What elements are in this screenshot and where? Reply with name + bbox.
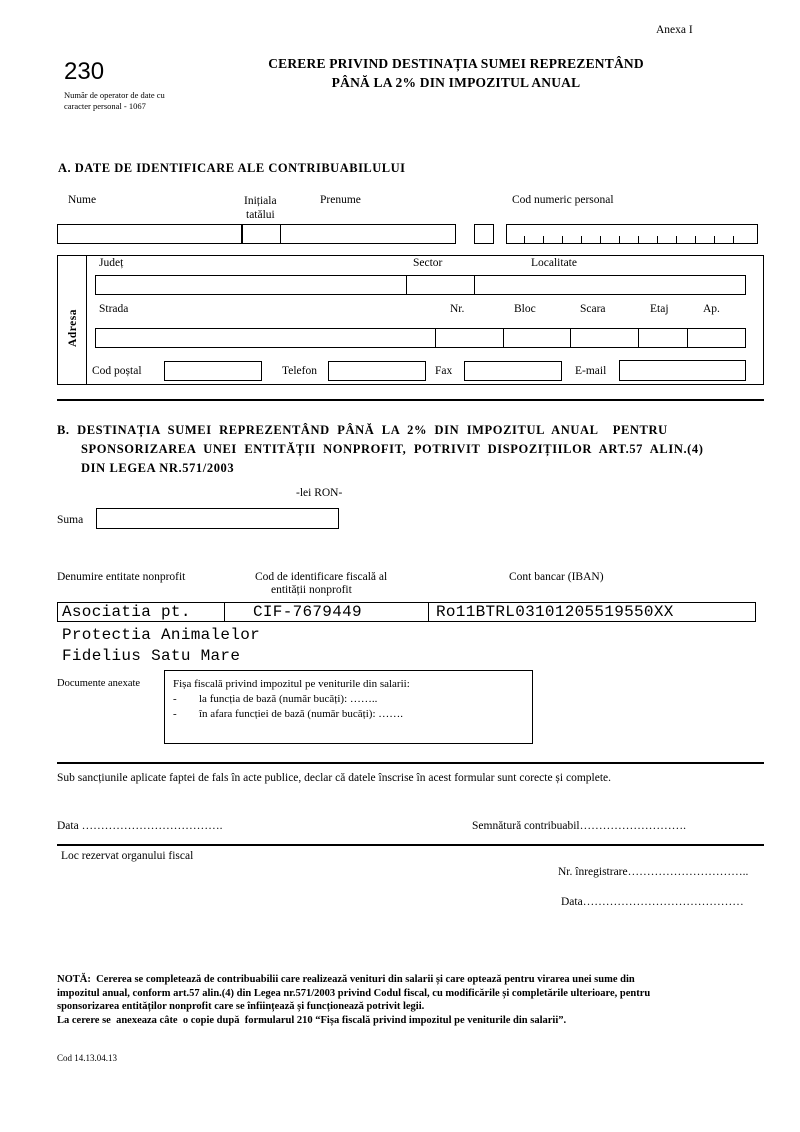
footer-code: Cod 14.13.04.13 xyxy=(57,1053,118,1063)
cnp-tick-marks xyxy=(507,225,757,243)
label-localitate: Localitate xyxy=(531,257,577,269)
col-iban-label: Cont bancar (IBAN) xyxy=(509,571,604,583)
col-cif-label xyxy=(255,571,387,597)
fiscal-nr-inregistrare: Nr. înregistrare………………………….. xyxy=(558,866,749,878)
title-line-2: PÂNĂ LA 2% DIN IMPOZITUL ANUAL xyxy=(331,75,581,90)
scara-field[interactable] xyxy=(570,328,639,348)
operator-number xyxy=(64,90,165,112)
fax-field[interactable] xyxy=(464,361,562,381)
note-line-4: La cerere se anexeaza câte o copie după formularul 210 “Fișa fiscală privind impozitul pe veniturile din salarii”. xyxy=(57,1014,567,1026)
docs-box xyxy=(164,670,533,744)
separator-a-b xyxy=(57,399,764,401)
currency-label: -lei RON- xyxy=(296,487,343,499)
label-prenume: Prenume xyxy=(320,194,361,206)
address-side-divider xyxy=(86,256,87,384)
fiscal-date: Data…………………………………… xyxy=(561,896,744,908)
iban-field[interactable]: Ro11BTRL03101205519550XX xyxy=(436,603,674,621)
fiscal-reserved-label: Loc rezervat organului fiscal xyxy=(61,850,194,862)
suma-label: Suma xyxy=(57,514,84,526)
section-b-heading xyxy=(57,421,767,478)
label-initiala-2: tatălui xyxy=(246,209,275,221)
declaration-text: Sub sancțiunile aplicate faptei de fals în acte publice, declar că datele înscrise în acest formular sunt corecte și complete. xyxy=(57,772,611,784)
label-cnp: Cod numeric personal xyxy=(512,194,614,206)
operator-line-2: caracter personal - 1067 xyxy=(64,101,146,111)
docs-label: Documente anexate xyxy=(57,678,141,689)
docs-item-1 xyxy=(173,692,524,707)
separator-fiscal xyxy=(57,844,764,846)
etaj-field[interactable] xyxy=(638,328,688,348)
label-ap: Ap. xyxy=(703,303,720,315)
suma-field[interactable] xyxy=(96,508,339,529)
label-initiala xyxy=(244,194,277,222)
initiala-field[interactable] xyxy=(241,224,281,244)
note-line-3: sponsorizarea entităților nonprofit care se înființează și funcționează potrivit legii. xyxy=(57,1001,425,1012)
col-entity-label: Denumire entitate nonprofit xyxy=(57,571,186,583)
ap-field[interactable] xyxy=(687,328,746,348)
label-bloc: Bloc xyxy=(514,303,536,315)
label-scara: Scara xyxy=(580,303,606,315)
email-field[interactable] xyxy=(619,360,746,381)
sector-field[interactable] xyxy=(406,275,475,295)
label-judet: Județ xyxy=(99,257,124,269)
label-fax: Fax xyxy=(435,365,453,377)
annex-label: Anexa I xyxy=(656,24,693,36)
label-initiala-1: Inițiala xyxy=(244,195,277,207)
localitate-field[interactable] xyxy=(474,275,746,295)
section-b-line-3: DIN LEGEA NR.571/2003 xyxy=(81,461,235,475)
page-title xyxy=(200,54,712,92)
address-side-label: Adresa xyxy=(66,309,79,347)
signature-date[interactable]: Data ………………………………. xyxy=(57,820,223,832)
operator-line-1: Număr de operator de date cu xyxy=(64,90,165,100)
label-nr: Nr. xyxy=(450,303,465,315)
label-cod-postal: Cod poștal xyxy=(92,365,142,377)
telefon-field[interactable] xyxy=(328,361,426,381)
label-sector: Sector xyxy=(413,257,443,269)
note-block xyxy=(57,973,777,1027)
cod-postal-field[interactable] xyxy=(164,361,262,381)
entity-divider-1 xyxy=(224,603,225,621)
strada-field[interactable] xyxy=(95,328,436,348)
title-line-1: CERERE PRIVIND DESTINAȚIA SUMEI REPREZENTÂND xyxy=(268,56,644,71)
label-strada: Strada xyxy=(99,303,129,315)
section-b-line-2: SPONSORIZAREA UNEI ENTITĂȚII NONPROFIT, POTRIVIT DISPOZIȚIILOR ART.57 ALIN.(4) xyxy=(81,442,704,456)
docs-item-1-text[interactable]: la funcția de bază (număr bucăți): …….. xyxy=(199,693,378,705)
cnp-prefix-box[interactable] xyxy=(474,224,494,244)
entity-name-line-2: Protectia Animalelor xyxy=(62,626,261,644)
separator-declaration xyxy=(57,762,764,764)
col-cif-label-2: entității nonprofit xyxy=(271,584,352,596)
cif-field[interactable]: CIF-7679449 xyxy=(253,603,362,621)
section-a-heading: A. DATE DE IDENTIFICARE ALE CONTRIBUABILULUI xyxy=(58,161,406,175)
address-side-label-wrap xyxy=(58,310,86,350)
label-nume: Nume xyxy=(68,194,97,206)
docs-item-2-text[interactable]: în afara funcției de bază (număr bucăți): ……. xyxy=(199,708,404,720)
form-number: 230 xyxy=(64,58,105,85)
cnp-field[interactable] xyxy=(506,224,758,244)
bloc-field[interactable] xyxy=(503,328,571,348)
label-etaj: Etaj xyxy=(650,303,669,315)
entity-name-field[interactable]: Asociatia pt. xyxy=(62,603,191,621)
nr-field[interactable] xyxy=(435,328,504,348)
entity-name-continued xyxy=(62,625,260,667)
label-telefon: Telefon xyxy=(282,365,317,377)
label-email: E-mail xyxy=(575,365,607,377)
nume-field[interactable] xyxy=(57,224,242,244)
entity-name-line-3: Fidelius Satu Mare xyxy=(62,647,241,665)
docs-item-1-dash: - xyxy=(173,693,177,705)
section-b-line-1: B. DESTINAȚIA SUMEI REPREZENTÂND PÂNĂ LA 2% DIN IMPOZITUL ANUAL PENTRU xyxy=(57,423,668,437)
docs-item-2-dash: - xyxy=(173,708,177,720)
judet-field[interactable] xyxy=(95,275,407,295)
note-line-1: NOTĂ: Cererea se completează de contribuabilii care realizează venituri din salarii și care optează pentru virarea unei sume din xyxy=(57,974,635,985)
docs-item-2 xyxy=(173,707,524,722)
signature-line[interactable]: Semnătură contribuabil………………………. xyxy=(472,820,686,832)
docs-line-1: Fișa fiscală privind impozitul pe veniturile din salarii: xyxy=(173,678,410,690)
prenume-field[interactable] xyxy=(280,224,456,244)
col-cif-label-1: Cod de identificare fiscală al xyxy=(255,571,388,583)
note-line-2: impozitul anual, conform art.57 alin.(4) din Legea nr.571/2003 privind Codul fiscal, cu modificările și completările ulterioare, pentru xyxy=(57,987,651,999)
entity-divider-2 xyxy=(428,603,429,621)
